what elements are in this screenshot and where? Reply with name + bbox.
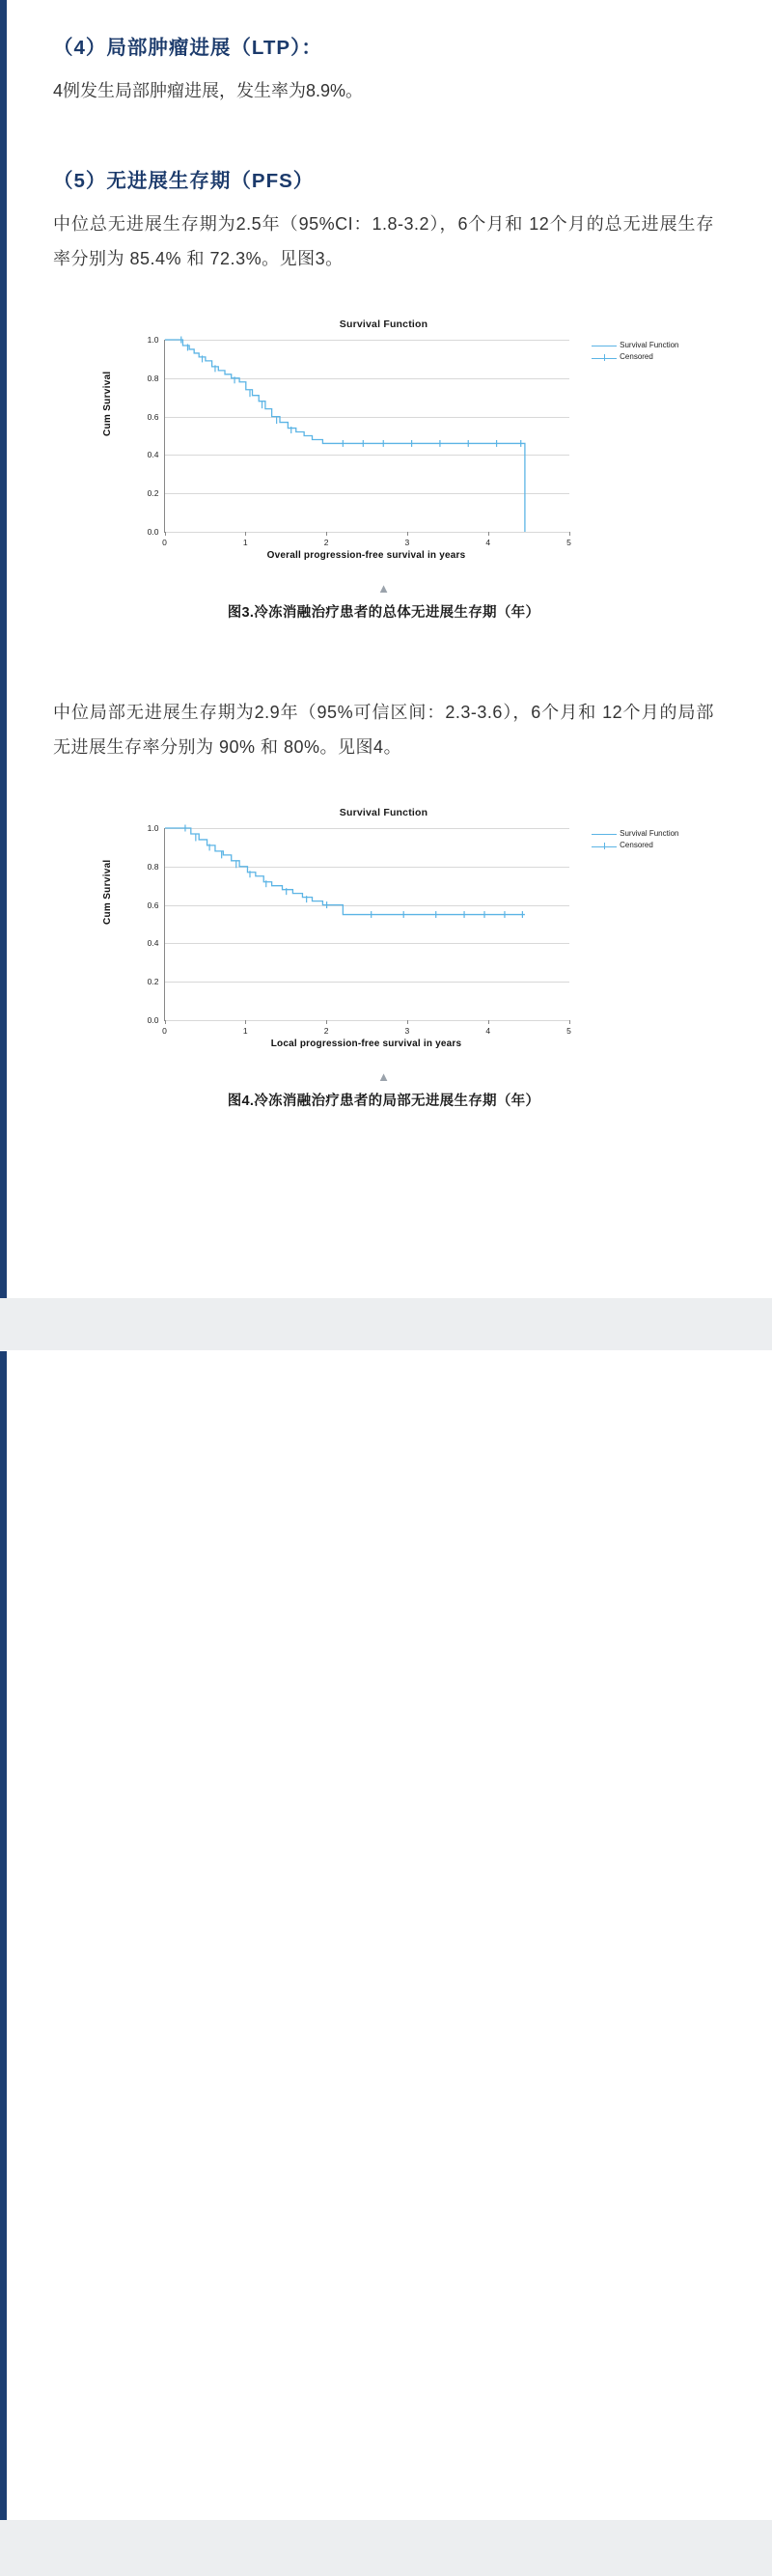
plot-area xyxy=(147,823,571,1036)
x-tick-label: 3 xyxy=(404,538,410,547)
chart-gridline xyxy=(165,532,569,533)
section-paragraph-pfs: 中位总无进展生存期为2.5年（95%CI：1.8-3.2），6个月和 12个月的总无进展生存率分别为 85.4% 和 72.3%。见图3。 xyxy=(53,214,714,268)
figure-4-caption: 图4.冷冻消融治疗患者的局部无进展生存期（年） xyxy=(227,1094,540,1109)
x-tick xyxy=(245,1020,246,1024)
x-tick xyxy=(245,532,246,536)
x-tick-label: 2 xyxy=(323,1026,329,1036)
x-tick-label: 4 xyxy=(485,1026,491,1036)
survival-curve xyxy=(165,340,569,532)
x-tick-label: 2 xyxy=(323,538,329,547)
chart-title: Survival Function xyxy=(339,807,428,818)
legend-item-censored xyxy=(592,351,678,363)
x-tick-label: 4 xyxy=(485,538,491,547)
chart-figure-3 xyxy=(85,315,683,575)
x-tick-label: 0 xyxy=(162,1026,167,1036)
y-tick-label: 0.6 xyxy=(147,411,159,422)
y-tick-label: 0.0 xyxy=(147,527,159,537)
x-tick-label: 1 xyxy=(242,1026,248,1036)
left-accent-bar-lower xyxy=(0,1351,7,2576)
y-tick-label: 0.8 xyxy=(147,373,159,383)
legend-label: Survival Function xyxy=(620,341,679,349)
y-tick-label: 1.0 xyxy=(147,335,159,345)
legend-label: Censored xyxy=(620,841,653,850)
collapse-marker-fig4[interactable]: ▲ xyxy=(377,1069,390,1084)
legend-label: Survival Function xyxy=(620,829,679,838)
x-tick-label: 3 xyxy=(404,1026,410,1036)
chart-legend xyxy=(592,828,678,852)
y-axis-label: Cum Survival xyxy=(101,371,113,436)
survival-curve xyxy=(165,828,569,1020)
figure-4 xyxy=(85,803,683,1064)
spacer xyxy=(53,108,714,133)
section-divider-band xyxy=(0,1298,772,1350)
y-tick-label: 0.8 xyxy=(147,861,159,872)
y-tick-label: 0.2 xyxy=(147,488,159,499)
spacer xyxy=(53,276,714,315)
chart-gridline xyxy=(165,1020,569,1021)
x-tick-label: 1 xyxy=(242,538,248,547)
bottom-band xyxy=(0,2520,772,2576)
collapse-marker-fig3[interactable]: ▲ xyxy=(377,581,390,596)
spacer xyxy=(53,764,714,803)
y-axis-label: Cum Survival xyxy=(101,859,113,925)
section-heading-ltp: （4）局部肿瘤进展（LTP）： xyxy=(53,37,322,59)
chart-legend xyxy=(592,340,678,364)
chart-title: Survival Function xyxy=(339,319,428,330)
y-tick-label: 0.4 xyxy=(147,450,159,460)
x-tick-label: 5 xyxy=(566,538,571,547)
legend-line-icon xyxy=(592,342,617,349)
x-tick xyxy=(326,1020,327,1024)
x-tick xyxy=(407,1020,408,1024)
article-content xyxy=(0,0,772,622)
legend-item-survival xyxy=(592,340,678,351)
x-tick-label: 5 xyxy=(566,1026,571,1036)
legend-label: Censored xyxy=(620,352,653,362)
y-tick-label: 1.0 xyxy=(147,823,159,833)
legend-line-icon xyxy=(592,830,617,838)
x-axis-label: Local progression-free survival in years xyxy=(270,1039,462,1049)
x-tick xyxy=(569,532,570,536)
y-tick-label: 0.4 xyxy=(147,938,159,949)
y-tick-label: 0.0 xyxy=(147,1015,159,1025)
legend-censored-icon xyxy=(592,354,617,362)
figure-3 xyxy=(85,315,683,575)
legend-item-survival xyxy=(592,828,678,840)
section-paragraph-ltp: 4例发生局部肿瘤进展，发生率为8.9%。 xyxy=(53,81,364,100)
x-tick xyxy=(165,1020,166,1024)
x-tick xyxy=(326,532,327,536)
x-tick-label: 0 xyxy=(162,538,167,547)
y-tick-label: 0.6 xyxy=(147,900,159,910)
article-content-lower xyxy=(0,622,772,1110)
paragraph-local-pfs: 中位局部无进展生存期为2.9年（95%可信区间：2.3-3.6），6个月和 12个月的局部无进展生存率分别为 90% 和 80%。见图4。 xyxy=(53,703,714,757)
x-tick xyxy=(569,1020,570,1024)
x-axis-label: Overall progression-free survival in years xyxy=(266,550,466,561)
section-heading-pfs: （5）无进展生存期（PFS） xyxy=(53,170,315,192)
legend-censored-icon xyxy=(592,843,617,850)
chart-figure-4 xyxy=(85,803,683,1064)
figure-3-caption: 图3.冷冻消融治疗患者的总体无进展生存期（年） xyxy=(227,605,540,621)
plot-area xyxy=(147,335,571,547)
x-tick xyxy=(165,532,166,536)
x-tick xyxy=(407,532,408,536)
legend-item-censored xyxy=(592,840,678,851)
y-tick-label: 0.2 xyxy=(147,977,159,987)
x-tick xyxy=(488,1020,489,1024)
x-tick xyxy=(488,532,489,536)
